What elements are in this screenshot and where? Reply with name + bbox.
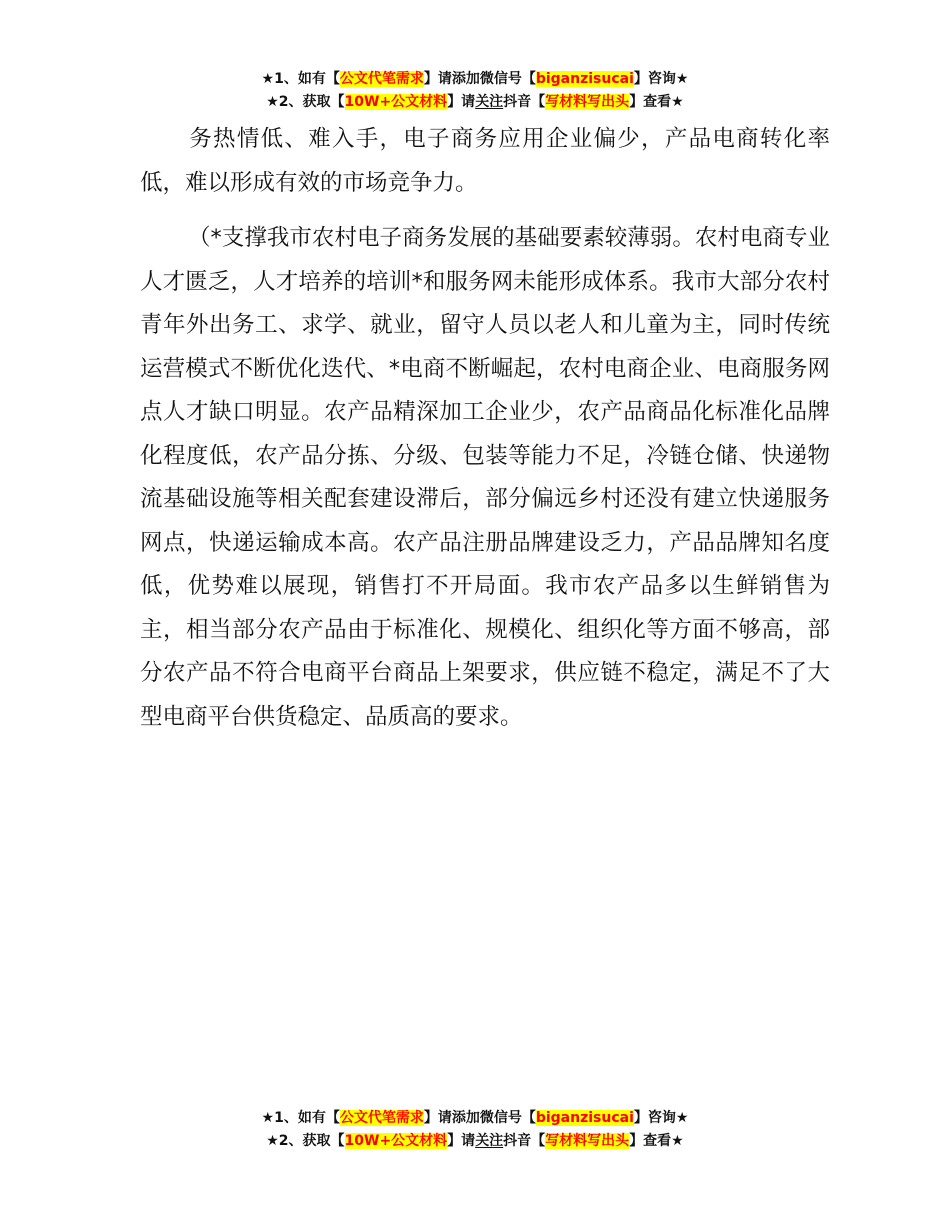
footer-line-2-highlight-materials: 10W+公文材料 <box>344 1133 448 1149</box>
header-line-2-suffix: 】查看★ <box>629 94 684 110</box>
footer-line-2-highlight-douyin: 写材料写出头 <box>545 1133 630 1149</box>
footer-line-1-emphasis: 添加 <box>451 1110 480 1126</box>
footer-line-2 <box>0 1130 950 1153</box>
header-line-1-emphasis: 添加 <box>451 71 480 87</box>
header-line-1-highlight-wechat: biganzisucai <box>535 71 634 87</box>
footer-line-1-suffix: 】咨询★ <box>633 1110 689 1126</box>
footer-line-1-highlight-wechat: biganzisucai <box>535 1110 634 1126</box>
header-line-1-middle: 】请 <box>423 71 452 87</box>
paragraph-2-text: （*支撑我市农村电子商务发展的基础要素较薄弱。农村电商专业人才匮乏，人才培养的培训*和服务网未能形成体系。我市大部分农村青年外出务工、求学、就业，留守人员以老人和儿童为主，同时传统运营模式不断优化迭代、*电商不断崛起，农村电商企业、电商服务网点人才缺口明显。农产品精深加工企业少，农产品商品化标准化品牌化程度低，农产品分拣、分级、包装等能力不足，冷链仓储、快递物流基础设施等相关配套建设滞后，部分偏远乡村还没有建立快递服务网点，快递运输成本高。农产品注册品牌建设乏力，产品品牌知名度低，优势难以展现，销售打不开局面。我市农产品多以生鲜销售为主，相当部分农产品由于标准化、规模化、组织化等方面不够高，部分农产品不符合电商平台商品上架要求，供应链不稳定，满足不了大型电商平台供货稳定、品质高的要求。 <box>140 225 830 730</box>
header-line-2-highlight-materials: 10W+公文材料 <box>344 94 448 110</box>
header-banner <box>0 68 950 114</box>
header-line-1-suffix: 】咨询★ <box>633 71 689 87</box>
header-line-1-highlight-service: 公文代笔需求 <box>339 71 424 87</box>
footer-line-1 <box>0 1107 950 1130</box>
footer-line-1-middle: 】请 <box>423 1110 452 1126</box>
header-line-2-prefix: ★2、获取【 <box>266 94 345 110</box>
header-line-2-middle-2: 抖音【 <box>503 94 546 110</box>
footer-line-1-middle-2: 微信号【 <box>479 1110 536 1126</box>
footer-line-2-emphasis: 关注 <box>475 1133 504 1149</box>
header-line-2-highlight-douyin: 写材料写出头 <box>545 94 630 110</box>
header-line-1-prefix: ★1、如有【 <box>261 71 340 87</box>
footer-line-1-prefix: ★1、如有【 <box>261 1110 340 1126</box>
header-line-2-emphasis: 关注 <box>475 94 504 110</box>
footer-line-2-middle: 】请 <box>447 1133 476 1149</box>
footer-line-2-prefix: ★2、获取【 <box>266 1133 345 1149</box>
footer-banner <box>0 1107 950 1153</box>
header-line-2 <box>0 91 950 114</box>
paragraph-rural-ecommerce <box>140 217 830 739</box>
document-body <box>140 118 830 739</box>
footer-line-2-middle-2: 抖音【 <box>503 1133 546 1149</box>
header-line-2-middle: 】请 <box>447 94 476 110</box>
header-line-1 <box>0 68 950 91</box>
paragraph-1-text: 务热情低、难入手，电子商务应用企业偏少，产品电商转化率低，难以形成有效的市场竞争力。 <box>140 126 830 196</box>
footer-line-2-suffix: 】查看★ <box>629 1133 684 1149</box>
paragraph-continuation <box>140 118 830 205</box>
header-line-1-middle-2: 微信号【 <box>479 71 536 87</box>
footer-line-1-highlight-service: 公文代笔需求 <box>339 1110 424 1126</box>
